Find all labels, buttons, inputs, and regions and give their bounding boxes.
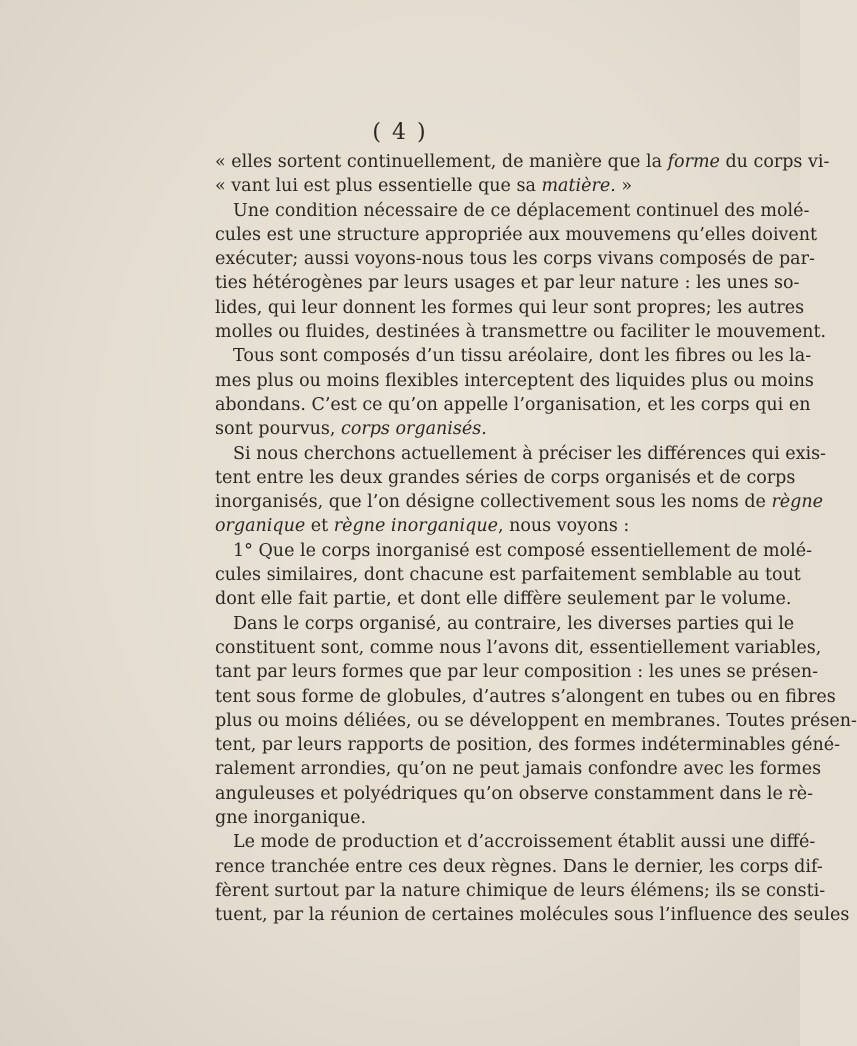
- text-line: cules similaires, dont chacune est parfaitement semblable au tout: [215, 565, 801, 586]
- text-line: rence tranchée entre ces deux règnes. Dans le dernier, les corps dif-: [215, 856, 823, 877]
- text-line: « vant lui est plus essentielle que sa matière. »: [215, 176, 633, 197]
- body-text: [215, 150, 857, 928]
- text-line: gne inorganique.: [215, 808, 367, 829]
- text-line: mes plus ou moins flexibles interceptent des liquides plus ou moins: [215, 370, 814, 391]
- text-line: tuent, par la réunion de certaines molécules sous l’influence des seules: [215, 905, 850, 926]
- text-line: tent sous forme de globules, d’autres s’alongent en tubes ou en fibres: [215, 686, 836, 707]
- text-line: constituent sont, comme nous l’avons dit, essentiellement variables,: [215, 637, 822, 658]
- text-line: ties hétérogènes par leurs usages et par leur nature : les unes so-: [215, 273, 800, 294]
- text-line: Si nous cherchons actuellement à préciser les différences qui exis-: [233, 443, 826, 464]
- text-line: Le mode de production et d’accroissement établit aussi une diffé-: [233, 832, 816, 853]
- text-line: tent, par leurs rapports de position, des formes indéterminables géné-: [215, 735, 841, 756]
- text-line: anguleuses et polyédriques qu’on observe constamment dans le rè-: [215, 783, 814, 804]
- text-line: fèrent surtout par la nature chimique de leurs élémens; ils se consti-: [215, 880, 826, 901]
- text-line: « elles sortent continuellement, de manière que la forme du corps vi-: [215, 152, 830, 172]
- text-line: Une condition nécessaire de ce déplacement continuel des molé-: [233, 200, 810, 221]
- text-line: dont elle fait partie, et dont elle diffère seulement par le volume.: [215, 589, 792, 610]
- page-number: ( 4 ): [372, 120, 428, 145]
- text-line: cules est une structure appropriée aux mouvemens qu’elles doivent: [215, 224, 818, 245]
- text-line: 1° Que le corps inorganisé est composé essentiellement de molé-: [233, 540, 813, 561]
- text-line: ralement arrondies, qu’on ne peut jamais confondre avec les formes: [215, 759, 822, 780]
- text-line: plus ou moins déliées, ou se développent en membranes. Toutes présen-: [215, 710, 857, 731]
- text-line: tent entre les deux grandes séries de corps organisés et de corps: [215, 467, 796, 488]
- text-line: lides, qui leur donnent les formes qui leur sont propres; les autres: [215, 297, 805, 318]
- text-line: abondans. C’est ce qu’on appelle l’organisation, et les corps qui en: [215, 394, 811, 415]
- text-line: Dans le corps organisé, au contraire, les diverses parties qui le: [233, 613, 795, 634]
- text-line: molles ou fluides, destinées à transmettre ou faciliter le mouvement.: [215, 322, 827, 343]
- text-line: organique et règne inorganique, nous voyons :: [215, 516, 630, 537]
- text-line: inorganisés, que l’on désigne collectivement sous les noms de règne: [215, 492, 823, 513]
- text-line: exécuter; aussi voyons-nous tous les corps vivans composés de par-: [215, 249, 815, 270]
- text-line: Tous sont composés d’un tissu aréolaire, dont les fibres ou les la-: [233, 346, 812, 367]
- text-line: tant par leurs formes que par leur composition : les unes se présen-: [215, 662, 818, 683]
- text-line: sont pourvus, corps organisés.: [215, 419, 487, 440]
